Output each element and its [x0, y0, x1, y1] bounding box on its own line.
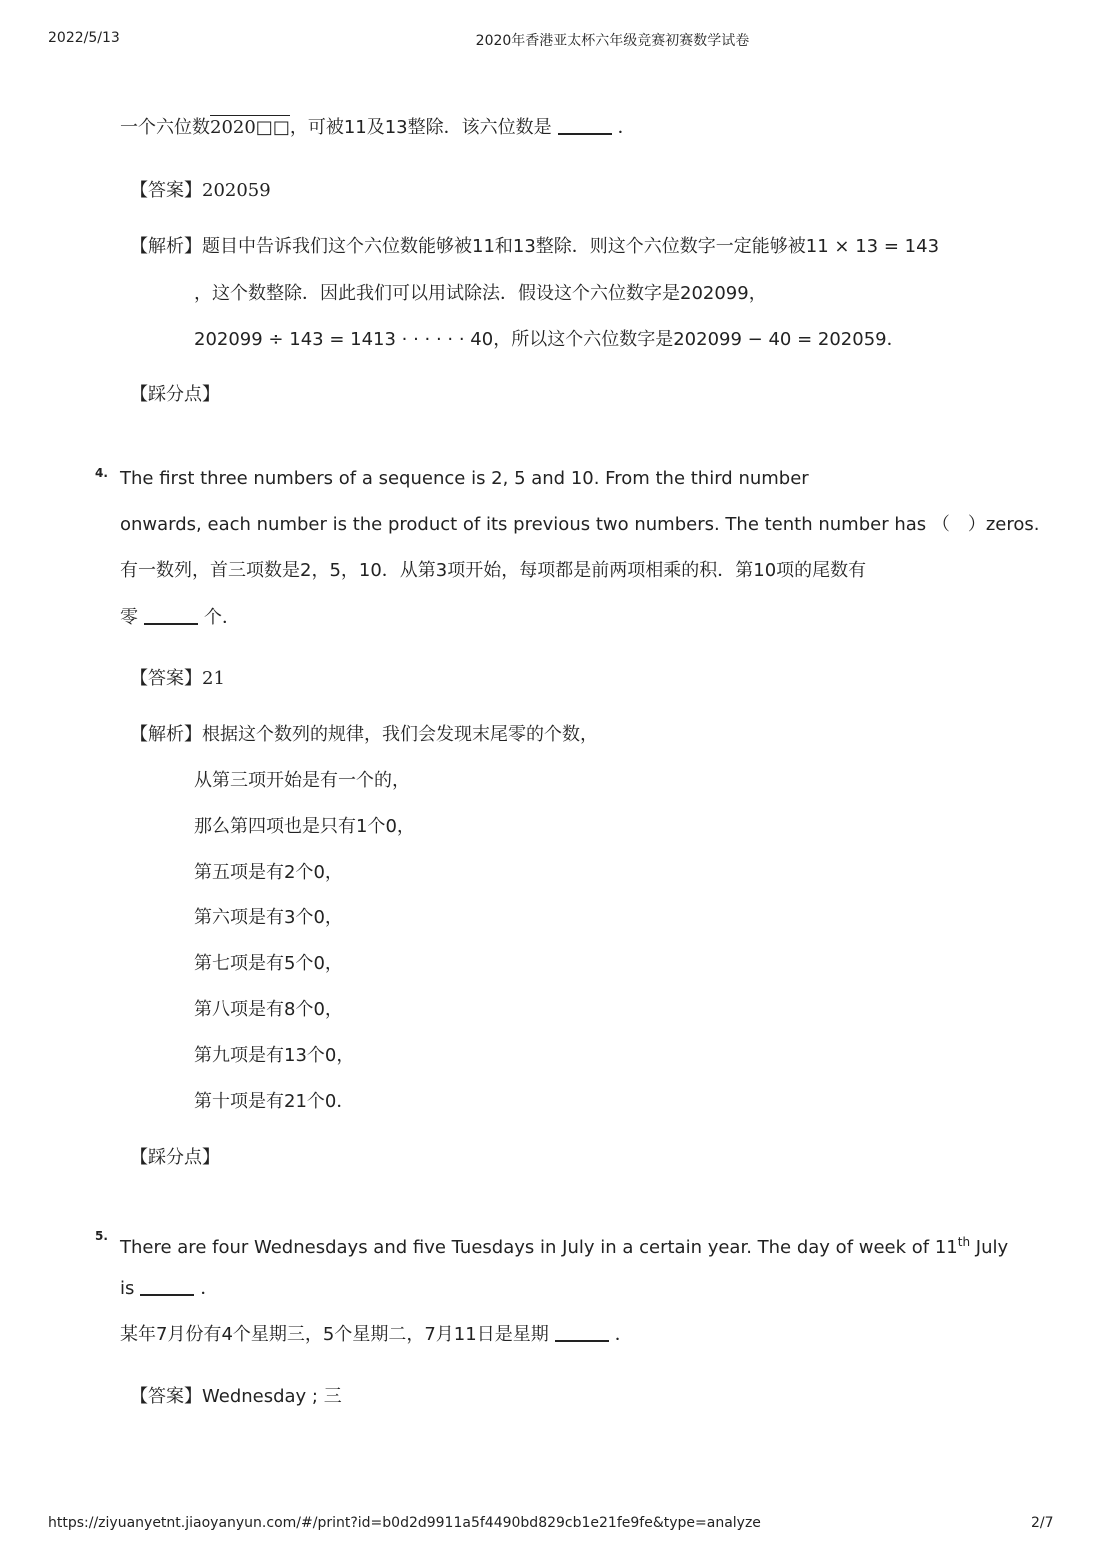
q3-analysis-line-2: ，这个数整除．因此我们可以用试除法．假设这个六位数字是202099， [194, 283, 767, 304]
q5-stem-en-2 [120, 1276, 218, 1301]
q5-stem-zh [120, 1322, 633, 1347]
q5-stem-en-1 [120, 1230, 1008, 1260]
q3-stem-post: ，可被11及13整除．该六位数是 [289, 117, 552, 138]
q5-stem-en-1-post: July [970, 1237, 1009, 1258]
q3-answer-blank [558, 115, 612, 135]
q4-stem-zh-1: 有一数列，首三项数是2，5，10．从第3项开始，每项都是前两项相乘的积．第10项的尾数有 [120, 560, 867, 581]
q5-stem-zh-pre: 某年7月份有4个星期三，5个星期二，7月11日是星期 [120, 1324, 549, 1345]
q5-stem-en-2-pre: is [120, 1278, 135, 1299]
q3-analysis-line-1: 题目中告诉我们这个六位数能够被11和13整除．则这个六位数字一定能够被11 × 13 = 143 [202, 236, 940, 257]
q4-analysis-tag: 【解析】 [130, 724, 202, 745]
q4-answer-tag: 【答案】 [130, 668, 202, 689]
q3-answer-tag: 【答案】 [130, 180, 202, 201]
q4-scoring-points: 【踩分点】 [130, 1147, 220, 1168]
q4-analysis [130, 723, 598, 747]
page-url: https://ziyuanyetnt.jiaoyanyun.com/#/print?id=b0d2d9911a5f4490bd829cb1e21fe9fe&type=analyze [48, 1515, 761, 1531]
q3-stem-pre: 一个六位数 [120, 117, 210, 138]
q3-answer-value: 202059 [202, 180, 271, 201]
q5-answer-blank-en [140, 1276, 194, 1296]
q4-analysis-line: 第六项是有3个0， [194, 907, 343, 928]
q4-analysis-line: 那么第四项也是只有1个0， [194, 816, 415, 837]
q3-analysis [130, 235, 939, 259]
q4-answer-blank [144, 605, 198, 625]
q4-analysis-intro: 根据这个数列的规律，我们会发现末尾零的个数， [202, 724, 598, 745]
q5-number: 5. [95, 1229, 108, 1243]
q3-scoring-points: 【踩分点】 [130, 384, 220, 405]
q4-answer [130, 667, 225, 691]
q4-number: 4. [95, 466, 108, 480]
q5-stem-en-2-post: ． [200, 1278, 219, 1299]
q4-stem-zh-2-post: 个． [204, 607, 240, 628]
q5-superscript: th [957, 1235, 971, 1249]
q3-answer [130, 179, 271, 203]
q4-analysis-line: 第五项是有2个0， [194, 862, 343, 883]
q5-stem-en-1-pre: There are four Wednesdays and five Tuesdays in July in a certain year. The day of week of 11 [120, 1237, 958, 1258]
q4-answer-value: 21 [202, 668, 225, 689]
q3-stem-end: ． [617, 117, 636, 138]
q4-analysis-line: 第十项是有21个0． [194, 1091, 355, 1112]
q4-stem-zh-2-pre: 零 [120, 607, 138, 628]
print-date: 2022/5/13 [48, 30, 120, 46]
q3-stem [120, 115, 636, 140]
q3-stem-number: 2020□□ [210, 117, 290, 138]
q5-answer-blank-zh [555, 1322, 609, 1342]
q3-analysis-line-3: 202099 ÷ 143 = 1413 · · · · · · 40，所以这个六位数字是202099 − 40 = 202059． [194, 329, 905, 350]
page-number: 2/7 [1031, 1515, 1054, 1531]
q4-stem-en-2: onwards, each number is the product of its previous two numbers. The tenth number has （ ）zeros. [120, 514, 1040, 535]
document-title: 2020年香港亚太杯六年级竞赛初赛数学试卷 [475, 33, 750, 49]
q4-analysis-line: 第八项是有8个0， [194, 999, 343, 1020]
q5-stem-zh-post: ． [614, 1324, 633, 1345]
q5-answer [130, 1385, 342, 1409]
q4-stem-zh-2 [120, 605, 240, 630]
q4-analysis-line: 从第三项开始是有一个的， [194, 770, 410, 791]
q3-analysis-tag: 【解析】 [130, 236, 202, 257]
q5-answer-tag: 【答案】 [130, 1386, 202, 1407]
q5-answer-value: Wednesday ; 三 [202, 1386, 342, 1407]
q4-analysis-line: 第七项是有5个0， [194, 953, 343, 974]
q4-analysis-line: 第九项是有13个0， [194, 1045, 355, 1066]
q4-stem-en-1: The first three numbers of a sequence is 2, 5 and 10. From the third number [120, 468, 809, 489]
